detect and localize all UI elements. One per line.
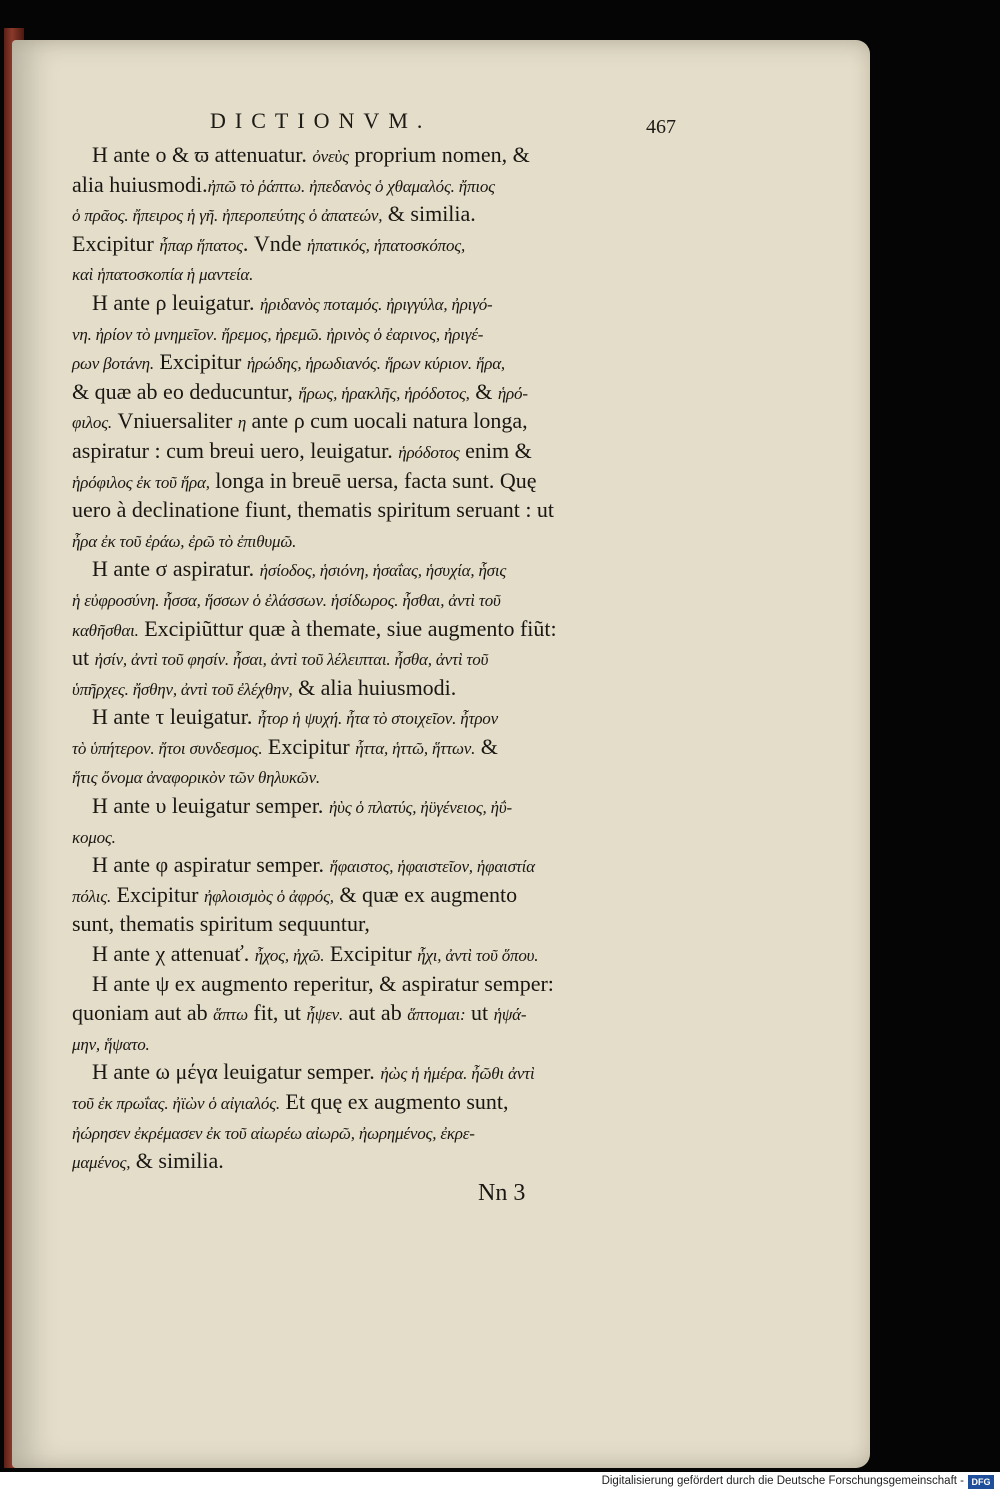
greek-word-segment: η [237,413,247,433]
greek-word-segment: μαμένος, [72,1153,131,1173]
text-line [72,495,642,525]
greek-word-segment: ἡρόφιλος ἐκ τοῦ ἥρα, [72,472,210,492]
latin-text-segment: H ante φ aspiratur semper. [92,852,330,878]
latin-text-segment: & alia huiusmodi. [292,674,457,700]
text-line [72,673,642,703]
latin-text-segment: aut ab [343,1000,408,1026]
greek-word-segment: ἠὼς ἡ ἡμέρα. ἦῶθι ἀντὶ [380,1064,535,1084]
latin-text-segment: & [469,378,498,404]
latin-text-segment: H ante υ leuigatur semper. [92,793,329,819]
latin-text-segment: aspiratur : cum breui uero, leuigatur. [72,437,399,463]
latin-text-segment: ante ρ cum uocali natura longa, [246,408,528,434]
text-line [72,821,642,851]
latin-text-segment: ut [72,645,95,671]
greek-word-segment: ὁ πρᾶος. ἤπειρος ἡ γῆ. ἠπεροπεύτης ὁ ἀπατεών, [72,206,383,226]
latin-text-segment: longa in breuē uersa, facta sunt. Quę [209,467,537,493]
greek-word-segment: νη. ἠρίον τὸ μνημεῖον. ἤρεμος, ἠρεμῶ. ἠρινὸς ὁ ἐαρινος, ἠριγέ- [72,324,484,344]
greek-word-segment: φιλος. [72,413,112,433]
greek-word-segment: κομος. [72,827,116,847]
latin-text-segment: H ante ρ leuigatur. [92,289,260,315]
text-line [72,584,642,614]
greek-word-segment: ἦτορ ἡ ψυχή. ἦτα τὸ στοιχεῖον. ἦτρον [257,709,498,729]
latin-text-segment: & quæ ex augmento [333,881,518,907]
latin-text-segment: . Vnde [242,230,307,256]
text-line [72,406,642,436]
latin-text-segment: H ante ο & ϖ attenuatur. [92,142,313,167]
latin-text-segment: proprium nomen, & [348,142,530,167]
latin-text-segment: & quæ ab eo deducuntur, [72,378,299,404]
latin-text-segment: alia huiusmodi. [72,171,208,197]
greek-word-segment: ἠὺς ὁ πλατύς, ἠϋγένειος, ἠΰ- [328,798,512,818]
text-line [72,170,642,200]
latin-text-segment: Excipiũttur quæ à themate, siue augmento fiũt: [138,615,557,641]
text-line [72,702,642,732]
greek-word-segment: τοῦ ἐκ πρωΐας. ἠϊὼν ὁ αἰγιαλός. [72,1094,280,1113]
text-block [72,140,642,1176]
greek-word-segment: ἧττα, ἡττῶ, ἥττων. [355,738,476,758]
latin-text-segment: quoniam aut ab [72,1000,214,1026]
greek-word-segment: ἠριδανὸς ποταμός. ἠριγγύλα, ἠριγό- [260,294,493,314]
text-line [72,880,642,910]
text-line [72,761,642,791]
greek-word-segment: ἡ εὐφροσύνη. ἧσσα, ἥσσων ὁ ἐλάσσων. ἡσίδωρος. ἧσθαι, ἀντὶ τοῦ [72,590,501,610]
greek-word-segment: ἧχι, ἀντὶ τοῦ ὅπου. [417,946,539,966]
text-line [72,850,642,880]
greek-word-segment: ἅπτομαι: [407,1005,466,1025]
text-line [72,466,642,496]
latin-text-segment: & similia. [382,201,476,227]
text-line [72,1117,642,1147]
greek-word-segment: ἡρό- [497,383,528,403]
greek-word-segment: ὑπῆρχες. ἤσθην, ἀντὶ τοῦ ἐλέχθην, [72,679,293,699]
greek-word-segment: ἡρώδης, ἡρωδιανός. ἥρων κύριον. ἥρα, [246,354,505,374]
text-line [72,732,642,762]
text-line [72,377,642,407]
greek-word-segment: ἡσίοδος, ἡσιόνη, ἡσαΐας, ἡσυχία, ἧσις [259,561,507,581]
greek-word-segment: ἥτις ὄνομα ἀναφορικὸν τῶν θηλυκῶν. [72,768,320,788]
latin-text-segment: H ante σ aspiratur. [92,556,260,582]
latin-text-segment: Excipitur [111,881,204,907]
text-line [72,791,642,821]
latin-text-segment: Et quę ex augmento sunt, [279,1089,509,1114]
greek-word-segment: καθῆσθαι. [72,620,139,640]
latin-text-segment: H ante ω μέγα leuigatur semper. [92,1059,381,1085]
text-line [72,436,642,466]
text-line [72,939,642,969]
signature-mark: Nn 3 [478,1180,526,1206]
latin-text-segment: H ante ψ ex augmento reperitur, & aspiratur semper: [92,970,554,996]
greek-word-segment: μην, ἥψατο. [72,1034,150,1054]
latin-text-segment: Excipitur [153,349,247,375]
greek-word-segment: ἠσίν, ἀντὶ τοῦ φησίν. ἦσαι, ἀντὶ τοῦ λέλειπται. ἦσθα, ἀντὶ τοῦ [94,650,489,670]
latin-text-segment: sunt, thematis spiritum sequuntur, [72,911,370,937]
greek-word-segment: ἠώρησεν ἐκρέμασεν ἐκ τοῦ αἰωρέω αἰωρῶ, ἠωρημένος, ἐκρε- [72,1123,475,1143]
text-line [72,258,642,288]
text-line [72,909,642,939]
text-line [72,554,642,584]
text-line [72,998,642,1028]
latin-text-segment: Excipitur [262,733,356,759]
text-line [72,199,642,229]
footer-bar [0,1472,1000,1493]
latin-text-segment: Excipitur [324,941,418,967]
greek-word-segment: ἡπατικός, ἡπατοσκόπος, [306,235,465,255]
greek-word-segment: τὸ ὑπήτερον. ἤτοι συνδεσμος. [72,738,263,758]
latin-text-segment: Excipitur [72,230,160,256]
text-line [72,614,642,644]
latin-text-segment: fit, ut [247,1000,307,1026]
text-line [72,1028,642,1058]
greek-word-segment: ἧψεν. [306,1005,344,1025]
text-line [72,643,642,673]
latin-text-segment: H ante χ attenuať. [92,941,255,967]
greek-word-segment: ἧπαρ ἥπατος [159,235,243,255]
running-head: DICTIONVM. [210,108,432,133]
text-line [72,1087,642,1117]
text-line [72,1146,642,1176]
dfg-logo-icon: DFG [968,1475,994,1489]
greek-word-segment: ἦρα ἐκ τοῦ ἐράω, ἐρῶ τὸ ἐπιθυμῶ. [72,531,297,551]
text-line [72,288,642,318]
greek-word-segment: ἥφαιστος, ἡφαιστεῖον, ἡφαιστία [329,857,535,877]
text-line [72,969,642,999]
latin-text-segment: H ante τ leuigatur. [92,704,258,730]
text-line [72,229,642,259]
footer-credit: Digitalisierung gefördert durch die Deutsche Forschungsgemeinschaft - [601,1475,964,1487]
text-line [72,525,642,555]
text-line [72,140,642,170]
greek-word-segment: καὶ ἡπατοσκοπία ἡ μαντεία. [72,265,254,285]
text-line [72,318,642,348]
page-number: 467 [646,116,676,138]
greek-word-segment: ὀνεὺς [312,147,349,166]
greek-word-segment: ἥρως, ἡρακλῆς, ἡρόδοτος, [298,383,470,403]
greek-word-segment: ἡρόδοτος [398,442,460,462]
latin-text-segment: Vniuersaliter [111,408,238,434]
text-line [72,347,642,377]
greek-word-segment: ἡψά- [493,1005,527,1025]
greek-word-segment: πόλις. [72,886,112,906]
greek-word-segment: ρων βοτάνη. [72,354,154,374]
greek-word-segment: ἠπῶ τὸ ῥάπτω. ἠπεδανὸς ὁ χθαμαλός. ἤπιος [207,176,495,196]
text-line [72,1057,642,1087]
greek-word-segment: ἠφλοισμὸς ὁ ἀφρός, [203,886,334,906]
latin-text-segment: ut [465,1000,494,1026]
greek-word-segment: ἅπτω [213,1005,248,1025]
latin-text-segment: uero à declinatione fiunt, thematis spiritum seruant : ut [72,497,555,523]
greek-word-segment: ἦχος, ἠχῶ. [254,946,325,966]
latin-text-segment: & similia. [130,1148,224,1174]
latin-text-segment: enim & [459,437,532,463]
latin-text-segment: & [475,733,498,759]
